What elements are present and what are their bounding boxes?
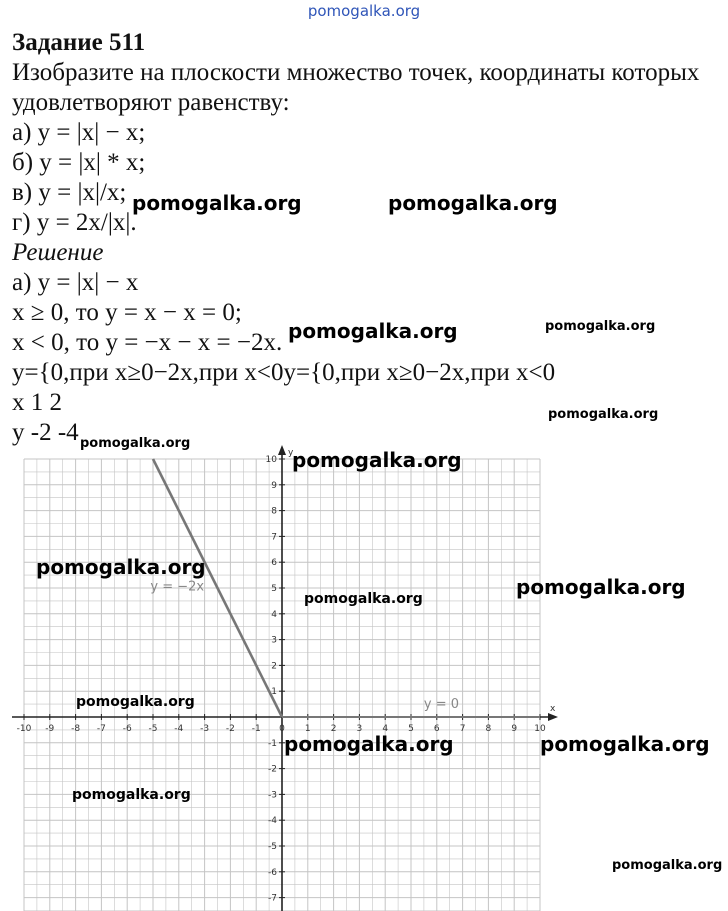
x-tick-label: -4 — [174, 724, 184, 734]
y-tick-label: -5 — [268, 842, 277, 852]
x-tick-label: 10 — [534, 724, 546, 734]
series-label: y = −2x — [150, 579, 205, 595]
y-tick-label: -6 — [268, 867, 277, 878]
task-prompt-line: удовлетворяют равенству: — [12, 89, 290, 116]
x-tick-label: -1 — [251, 724, 261, 734]
x-tick-label: -5 — [148, 724, 158, 734]
solution-heading: Решение — [12, 239, 104, 266]
watermark: pomogalka.org — [388, 191, 558, 215]
task-text — [12, 28, 728, 451]
watermark: pomogalka.org — [540, 732, 710, 756]
watermark: pomogalka.org — [612, 858, 723, 873]
solution-line: y -2 -4 — [12, 419, 79, 446]
y-tick-label: 5 — [271, 584, 277, 594]
watermark: pomogalka.org — [292, 448, 462, 472]
y-tick-label: 8 — [271, 506, 277, 517]
x-tick-label: 9 — [511, 724, 518, 734]
series-label: y = 0 — [423, 696, 460, 712]
x-tick-label: 3 — [356, 724, 363, 734]
x-axis-label: x — [550, 704, 556, 714]
y-tick-label: 4 — [271, 609, 277, 620]
y-tick-label: 1 — [271, 687, 277, 698]
y-tick-label: 2 — [271, 661, 277, 672]
site-header-link[interactable]: pomogalka.org — [307, 2, 421, 20]
watermark: pomogalka.org — [288, 319, 458, 343]
watermark: pomogalka.org — [545, 319, 656, 334]
x-tick-label: 6 — [433, 724, 440, 734]
solution-line: y={0,при x≥0−2x,при x<0y={0,при x≥0−2x,при x<0 — [12, 359, 556, 386]
y-tick-label: 10 — [265, 455, 277, 465]
y-tick-label: -7 — [268, 893, 277, 904]
watermark: pomogalka.org — [284, 732, 454, 756]
x-tick-label: 4 — [382, 724, 389, 734]
x-tick-label: 2 — [330, 724, 337, 734]
y-tick-label: 6 — [271, 558, 277, 569]
x-tick-label: -9 — [45, 724, 55, 734]
watermark: pomogalka.org — [304, 591, 423, 607]
y-tick-label: 7 — [271, 532, 277, 543]
solution-line: x < 0, то y = −x − x = −2x. — [12, 329, 283, 356]
y-tick-label: -1 — [268, 738, 277, 749]
task-title: Задание 511 — [12, 29, 146, 56]
x-axis-arrow — [548, 713, 558, 721]
y-axis-arrow — [278, 445, 286, 455]
solution-line: x ≥ 0, то y = x − x = 0; — [12, 299, 242, 326]
x-tick-label: 5 — [408, 724, 414, 734]
watermark: pomogalka.org — [516, 575, 686, 599]
x-tick-label: -2 — [225, 724, 235, 734]
x-tick-label: 1 — [304, 724, 311, 734]
y-tick-label: 3 — [271, 635, 277, 646]
watermark: pomogalka.org — [72, 787, 191, 803]
x-tick-label: -7 — [96, 724, 106, 734]
y-tick-label: -4 — [268, 816, 277, 827]
x-tick-label: -6 — [122, 724, 132, 734]
watermark: pomogalka.org — [36, 555, 206, 579]
watermark: pomogalka.org — [76, 694, 195, 710]
task-prompt-line: Изобразите на плоскости множество точек, координаты которых — [12, 59, 700, 86]
watermark: pomogalka.org — [548, 407, 659, 422]
x-tick-label: 8 — [485, 724, 492, 734]
y-tick-label: 9 — [271, 480, 277, 491]
task-option-c: в) y = |x|/x; — [12, 179, 127, 206]
x-tick-label: -10 — [16, 724, 32, 734]
y-tick-label: -2 — [268, 764, 277, 775]
x-tick-label: -3 — [200, 724, 210, 734]
solution-line: x 1 2 — [12, 389, 62, 416]
task-option-d: г) y = 2x/|x|. — [12, 209, 137, 236]
task-option-b: б) y = |x| * x; — [12, 149, 146, 176]
x-tick-label: 0 — [279, 724, 285, 734]
function-graph — [0, 440, 728, 911]
watermark: pomogalka.org — [80, 436, 191, 451]
y-axis-label: y — [288, 448, 294, 458]
y-tick-label: -3 — [268, 790, 277, 801]
x-tick-label: -8 — [71, 724, 81, 734]
x-tick-label: 7 — [459, 724, 466, 734]
task-option-a: а) y = |x| − x; — [12, 119, 146, 146]
watermark: pomogalka.org — [132, 191, 302, 215]
solution-line: а) y = |x| − x — [12, 269, 139, 296]
